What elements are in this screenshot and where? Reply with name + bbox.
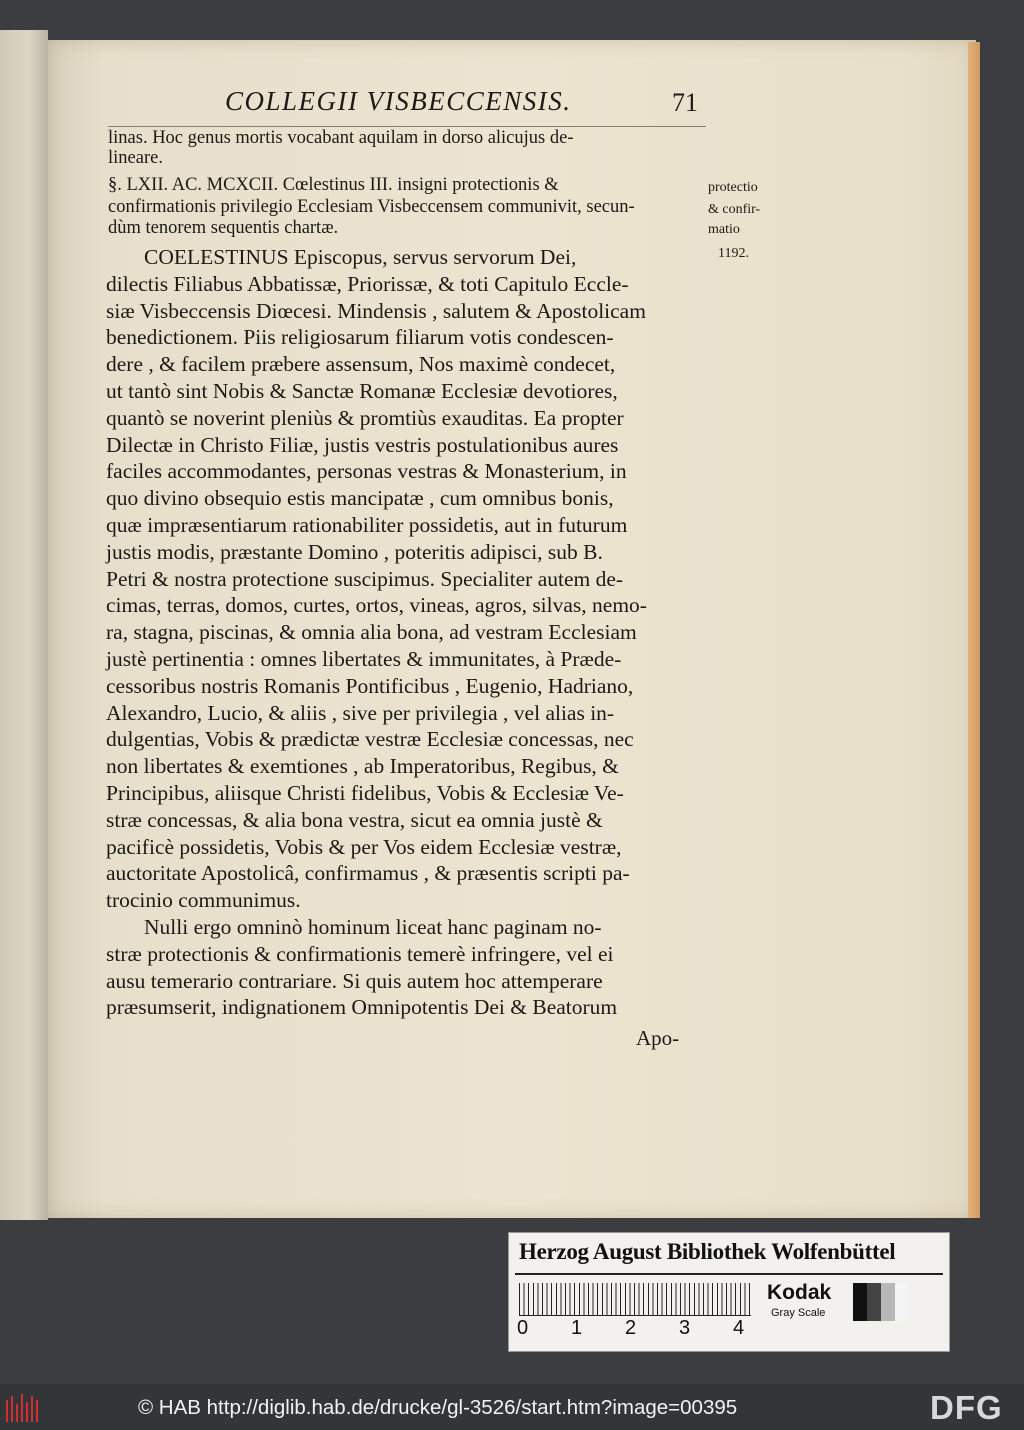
- page-fore-edge: [968, 42, 980, 1218]
- citation-link[interactable]: © HAB http://diglib.hab.de/drucke/gl-3526/start.htm?image=00395: [138, 1396, 738, 1419]
- measuring-ruler: [519, 1283, 751, 1316]
- ruler-number: 3: [679, 1317, 691, 1339]
- body-line: faciles accommodantes, personas vestras & Monasterium, in: [106, 459, 627, 484]
- card-rule: [515, 1273, 943, 1275]
- ruler-number: 1: [571, 1317, 583, 1339]
- body-line: cimas, terras, domos, curtes, ortos, vineas, agros, silvas, nemo-: [106, 593, 647, 618]
- body-line: pacificè possidetis, Vobis & per Vos eidem Ecclesiæ vestræ,: [106, 834, 622, 859]
- ruler-number: 4: [733, 1317, 745, 1339]
- gray-patch-white: [895, 1283, 909, 1321]
- body-line: quantò se noverint pleniùs & promtiùs exauditas. Ea propter: [106, 405, 624, 430]
- body-line: præsumserit, indignationem Omnipotentis Dei & Beatorum: [106, 995, 618, 1020]
- body-line: ut tantò sint Nobis & Sanctæ Romanæ Ecclesiæ devotiores,: [106, 378, 618, 403]
- body-line: Dilectæ in Christo Filiæ, justis vestris postulationibus aures: [106, 432, 619, 457]
- header-rule: [108, 126, 706, 127]
- ruler-number: 2: [625, 1317, 637, 1339]
- body-line: siæ Visbeccensis Diœcesi. Mindensis , salutem & Apostolicam: [106, 298, 646, 323]
- body-line: quo divino obsequio estis mancipatæ , cum omnibus bonis,: [106, 486, 614, 511]
- catchword: Apo-: [636, 1026, 680, 1050]
- body-line: ra, stagna, piscinas, & omnia alia bona, ad vestram Ecclesiam: [106, 620, 637, 645]
- body-line: stræ protectionis & confirmationis temerè infringere, vel ei: [106, 941, 614, 966]
- kodak-brand: Kodak: [767, 1281, 832, 1304]
- running-head: COLLEGII VISBECCENSIS.: [225, 86, 572, 116]
- body-line: justis modis, præstante Domino , poteritis adipisci, sub B.: [106, 539, 603, 564]
- hab-logo-icon: [6, 1392, 40, 1422]
- body-line: trocinio communimus.: [106, 888, 301, 913]
- gray-patch-dark: [867, 1283, 881, 1321]
- body-line: Principibus, aliisque Christi fidelibus, Vobis & Ecclesiæ Ve-: [106, 780, 624, 805]
- margin-note-year: 1192.: [718, 246, 749, 261]
- viewer-footer: [0, 1384, 1024, 1430]
- dfg-logo: DFG: [930, 1389, 1003, 1426]
- gray-patch-light: [881, 1283, 895, 1321]
- intro-line: dùm tenorem sequentis chartæ.: [108, 218, 339, 238]
- body-line: non libertates & exemtiones , ab Imperatoribus, Regibus, &: [106, 754, 619, 779]
- body-line: justè pertinentia : omnes libertates & immunitates, à Præde-: [106, 646, 622, 671]
- body-line: Petri & nostra protectione suscipimus. Specialiter autem de-: [106, 566, 624, 591]
- gray-scale-label: Gray Scale: [771, 1307, 826, 1319]
- margin-note: matio: [708, 222, 740, 237]
- intro-line: confirmationis privilegio Ecclesiam Visbeccensem communivit, secun-: [108, 197, 635, 217]
- body-line: dere , & facilem præbere assensum, Nos maximè condecet,: [106, 352, 616, 377]
- margin-note: protectio: [708, 180, 758, 195]
- body-line: quæ impræsentiarum rationabiliter possidetis, aut in futurum: [106, 512, 628, 537]
- library-color-card: [508, 1232, 950, 1352]
- body-line: cessoribus nostris Romanis Pontificibus , Eugenio, Hadriano,: [106, 673, 634, 698]
- page-number: 71: [672, 88, 698, 117]
- body-line: COELESTINUS Episcopus, servus servorum Dei,: [144, 245, 577, 269]
- gray-patch-black: [853, 1283, 867, 1321]
- body-line: auctoritate Apostolicâ, confirmamus , & præsentis scripti pa-: [106, 861, 630, 886]
- charter-text: [106, 244, 706, 1021]
- body-line: Nulli ergo omninò hominum liceat hanc paginam no-: [144, 914, 602, 939]
- body-line: benedictionem. Piis religiosarum filiarum votis condescen-: [106, 325, 614, 350]
- intro-line: lineare.: [108, 148, 163, 168]
- library-name: Herzog August Bibliothek Wolfenbüttel: [519, 1239, 896, 1264]
- body-line: stræ concessas, & alia bona vestra, sicut ea omnia justè &: [106, 807, 603, 832]
- section-heading-line: §. LXII. AC. MCXCII. Cœlestinus III. insigni protectionis &: [108, 175, 559, 195]
- body-line: ausu temerario contrariare. Si quis autem hoc attemperare: [106, 968, 603, 993]
- margin-note: & confir-: [708, 202, 761, 217]
- left-page-edge: [0, 30, 48, 1220]
- body-line: dilectis Filiabus Abbatissæ, Priorissæ, & toti Capitulo Eccle-: [106, 271, 629, 296]
- body-line: Alexandro, Lucio, & aliis , sive per privilegia , vel alias in-: [106, 700, 615, 725]
- ruler-number: 0: [517, 1317, 529, 1339]
- body-line: dulgentias, Vobis & prædictæ vestræ Ecclesiæ concessas, nec: [106, 727, 634, 752]
- intro-line: linas. Hoc genus mortis vocabant aquilam in dorso alicujus de-: [108, 128, 574, 148]
